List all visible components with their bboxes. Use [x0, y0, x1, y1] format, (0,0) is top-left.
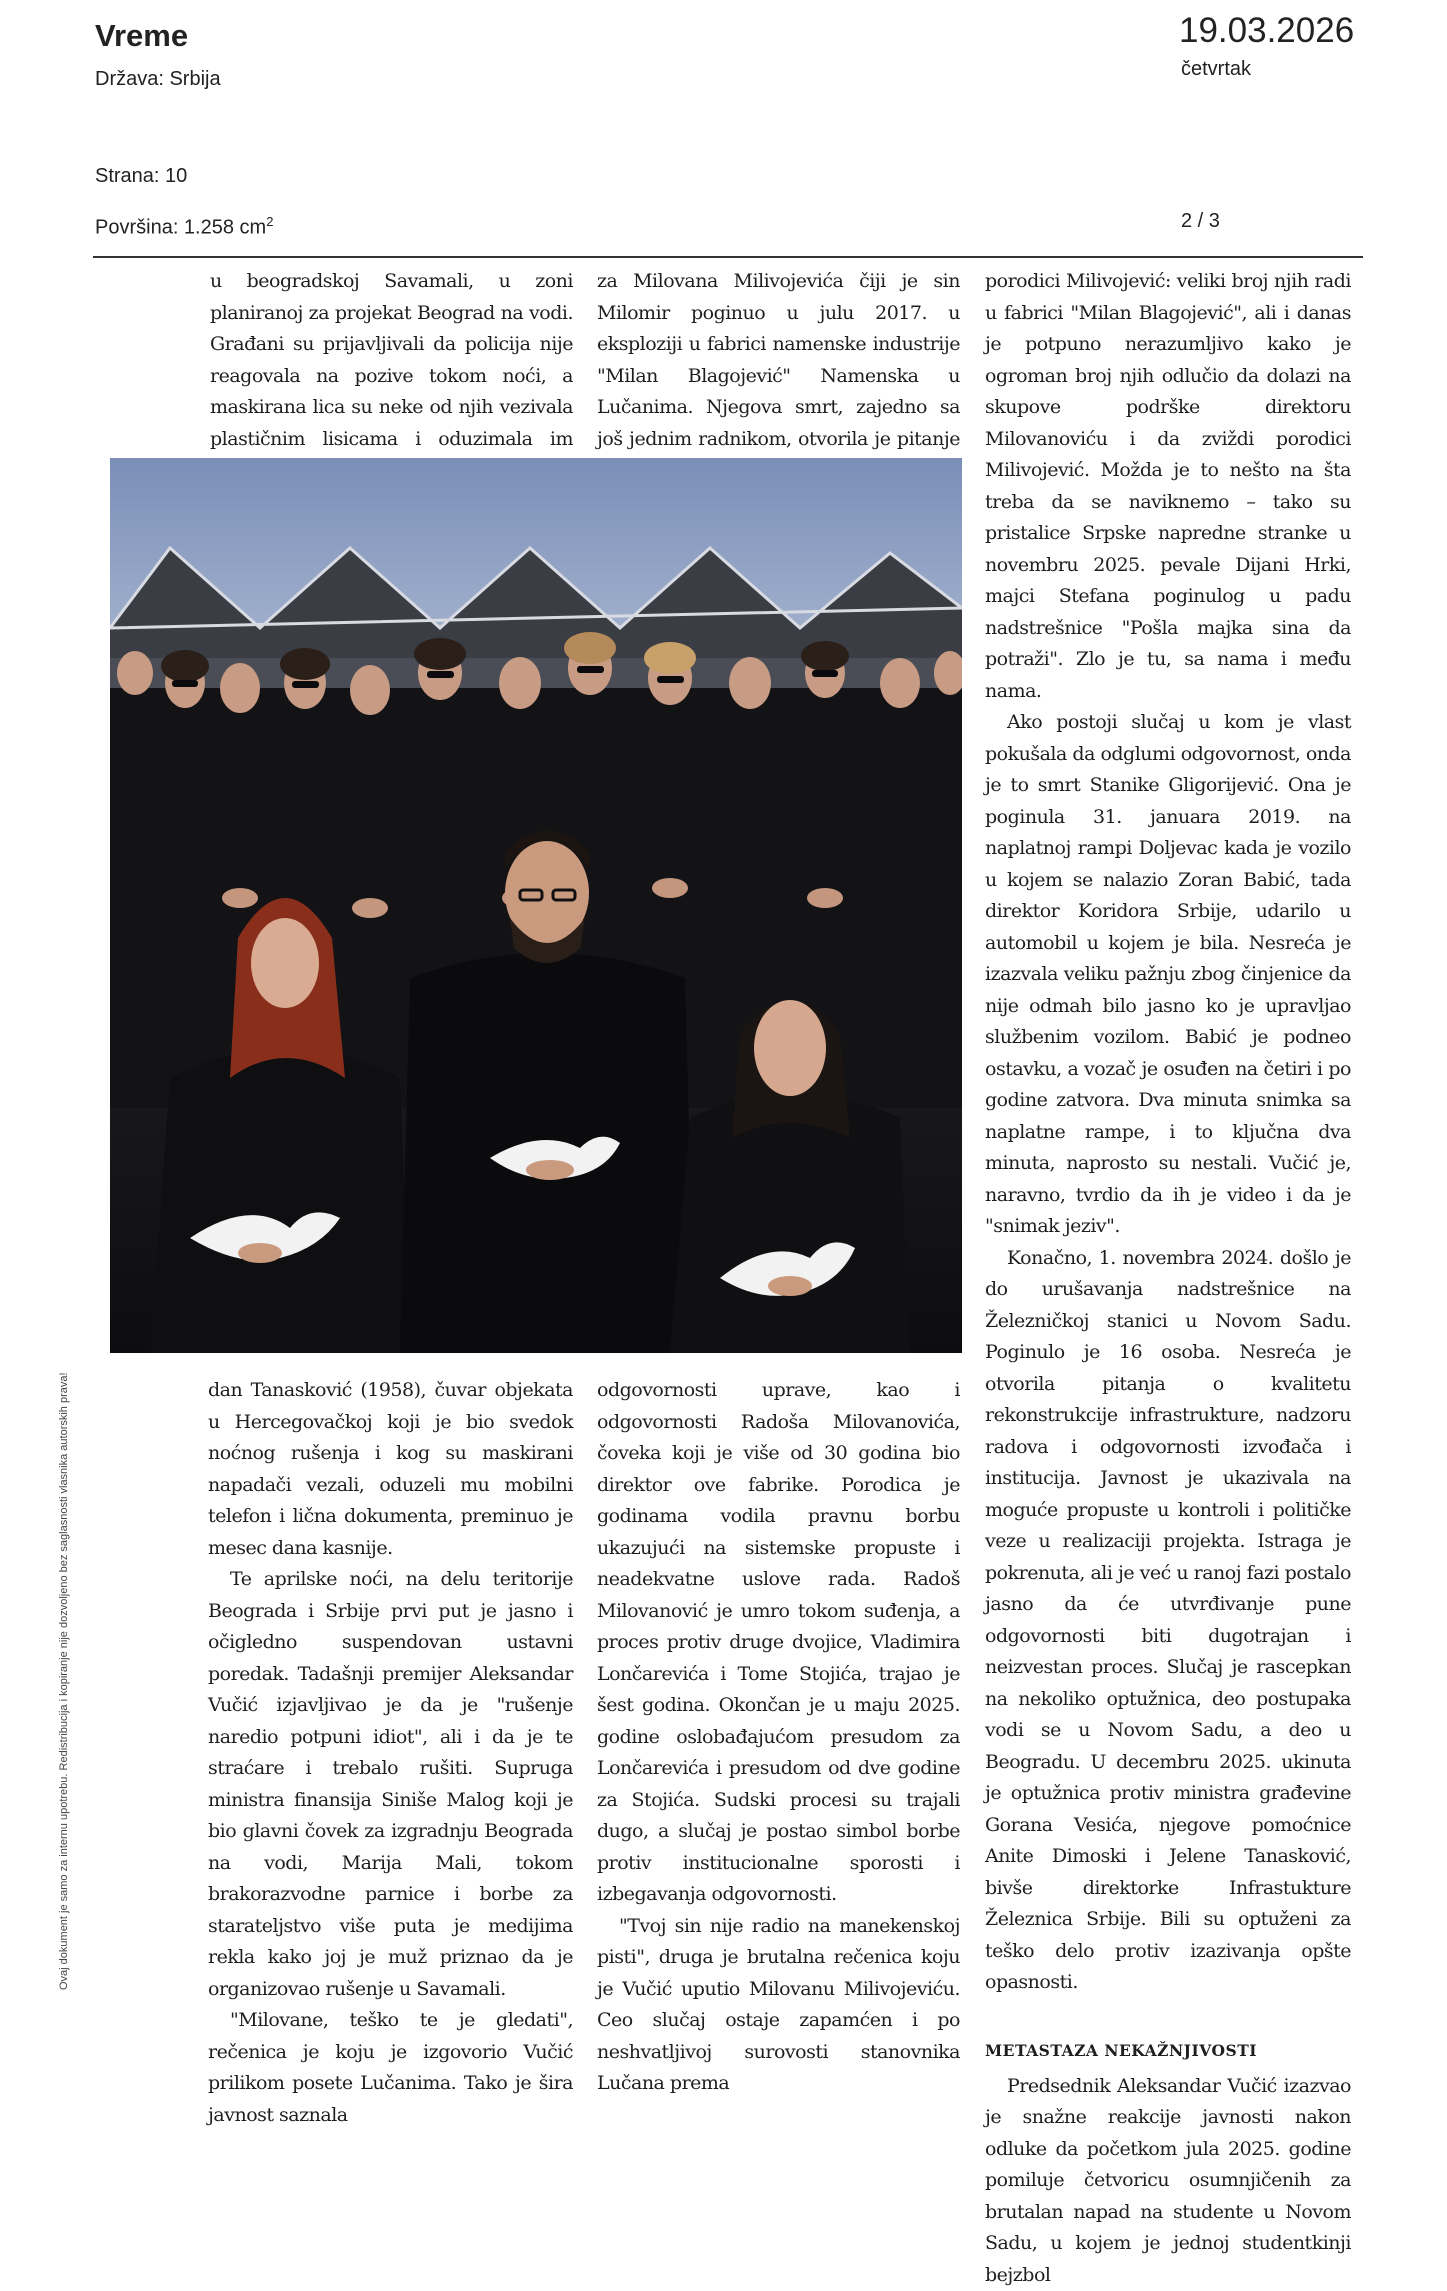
article-photo: [110, 458, 962, 1353]
paragraph: Konačno, 1. novembra 2024. došlo je do urušavanja nadstrešnice na Železničkoj stanici u Novom Sadu. Poginulo je 16 osoba. Nesreća je otvorila pitanja o kvalitetu rekonstrukcije infrastrukture, nadzoru radova i odgovornosti izvođača i institucija. Javnost je ukazivala na moguće propuste u kontroli i političke veze u realizaciji projekta. Istraga je pokrenuta, ali je već u ranoj fazi postalo jasno da će utvrđivanje pune odgovornosti biti dugotrajan i neizvestan proces. Slučaj je rascepkan na nekoliko optužnica, deo postupaka vodi se u Novom Sadu, a deo u Beogradu. U decembru 2025. ukinuta je optužnica protiv ministra građevine Gorana Vesića, njegove pomoćnice Anite Dimoski i Jelene Tanasković, bivše direktorke Infrastukture Železnica Srbije. Bili su optuženi za teško delo protiv izazivanja opšte opasnosti.: [985, 1243, 1351, 1999]
paragraph: Ako postoji slučaj u kom je vlast pokušala da odglumi odgovornost, onda je to smrt Stanike Gligorijević. Ona je poginula 31. januara 2019. na naplatnoj rampi Doljevac kada je vozilo u kojem se nalazio Zoran Babić, tada direktor Koridora Srbije, udarilo u automobil u kojem je bila. Nesreća je izazvala veliku pažnju zbog činjenice da nije odmah bilo jasno ko je upravljao službenim vozilom. Babić je podneo ostavku, a vozač je osuđen na četiri i po godine zatvora. Dva minuta snimka sa naplatne rampe, i to ključna dva minuta, naprosto su nestali. Vučić je, naravno, tvrdio da ih je video i da je "snimak jeziv".: [985, 707, 1351, 1243]
page-number: Strana: 10: [95, 165, 187, 188]
copyright-side-note: Ovaj dokument je samo za internu upotrebu. Redistribucija i kopiranje nije dozvoljeno bez saglasnosti vlasnika autorskih prava!: [58, 1372, 70, 1990]
article-column-1-bottom: [208, 1375, 573, 2131]
photo-illustration: [110, 458, 962, 1353]
article-column-2-top: [597, 266, 960, 487]
paragraph: Te aprilske noći, na delu teritorije Beograda i Srbije prvi put je jasno i očigledno suspendovan ustavni poredak. Tadašnji premijer Aleksandar Vučić izjavljivao je da je "rušenje naredio potpuni idiot", ali i da je te straćare i trebalo rušiti. Supruga ministra finansija Siniše Malog koji je bio glavni čovek za izgradnju Beograda na vodi, Marija Mali, tokom brakorazvodne parnice i borbe za starateljstvo više puta je medijima rekla kako joj je muž priznao da je organizovao rušenje u Savamali.: [208, 1564, 573, 2005]
header-rule: [93, 256, 1363, 258]
area-label: [95, 214, 273, 240]
paragraph: Predsednik Aleksandar Vučić izazvao je snažne reakcije javnosti nakon odluke da početkom jula 2025. godine pomiluje četvoricu osumnjičenih za brutalan napad na studente u Novom Sadu, u kojem je jednoj studentkinji bejzbol: [985, 2071, 1351, 2291]
article-column-3: [985, 266, 1351, 2291]
publication-name: Vreme: [95, 18, 188, 54]
area-unit-exponent: 2: [266, 214, 273, 229]
weekday: četvrtak: [1181, 58, 1251, 81]
article-column-2-bottom: [597, 1375, 960, 2100]
paragraph: odgovornosti uprave, kao i odgovornosti Radoša Milovanovića, čoveka koji je više od 30 godina bio direktor ove fabrike. Porodica je godinama vodila pravnu borbu ukazujući na sistemske propuste i neadekvatne uslove rada. Radoš Milovanović je umro tokom suđenja, a proces protiv druge dvojice, Vladimira Lončarevića i Tome Stojića, trajao je šest godina. Okončan je u maju 2025. godine oslobađajućom presudom za Lončarevića i presudom od dve godine za Stojića. Sudski procesi su trajali dugo, a slučaj je postao simbol borbe protiv institucionalne sporosti i izbegavanja odgovornosti.: [597, 1375, 960, 1911]
paragraph: za Milovana Milivojevića čiji je sin Milomir poginuo u julu 2017. u eksploziji u fabrici namenske industrije "Milan Blagojević" Namenska u Lučanima. Njegova smrt, zajedno sa još jednim radnikom, otvorila je pitanje: [597, 266, 960, 487]
paragraph: "Milovane, teško te je gledati", rečenica je koju je izgovorio Vučić prilikom posete Lučanima. Tako je šira javnost saznala: [208, 2005, 573, 2131]
paragraph: dan Tanasković (1958), čuvar objekata u Hercegovačkoj koji je bio svedok noćnog rušenja i kog su maskirani napadači vezali, oduzeli mu mobilni telefon i lična dokumenta, preminuo je mesec dana kasnije.: [208, 1375, 573, 1564]
article-column-1-top: [210, 266, 573, 487]
publication-date: 19.03.2026: [1179, 11, 1354, 51]
country-label: Država: Srbija: [95, 68, 221, 91]
area-value: Površina: 1.258 cm: [95, 217, 266, 239]
paragraph: porodici Milivojević: veliki broj njih radi u fabrici "Milan Blagojević", ali i danas je potpuno nerazumljivo kako je ogroman broj njih odlučio da dolazi na skupove podrške direktoru Milovanoviću i da zviždi porodici Milivojević. Možda je to nešto na šta treba da se naviknemo – tako su pristalice Srpske napredne stranke u novembru 2025. pevale Dijani Hrki, majci Stefana poginulog u padu nadstrešnice "Pošla majka sina da potraži". Zlo je tu, sa nama i među nama.: [985, 266, 1351, 707]
section-subhead: METASTAZA NEKAŽNJIVOSTI: [985, 2039, 1351, 2063]
page-of: 2 / 3: [1181, 210, 1220, 233]
paragraph: u beogradskoj Savamali, u zoni planiranoj za projekat Beograd na vodi. Građani su prijavljivali da policija nije reagovala na pozive tokom noći, a maskirana lica su neke od njih vezivala plastičnim lisicama i oduzimala im: [210, 266, 573, 487]
paragraph: "Tvoj sin nije radio na manekenskoj pisti", druga je brutalna rečenica koju je Vučić uputio Milovanu Milivojeviću. Ceo slučaj ostaje zapamćen i po neshvatljivoj surovosti stanovnika Lučana prema: [597, 1911, 960, 2100]
